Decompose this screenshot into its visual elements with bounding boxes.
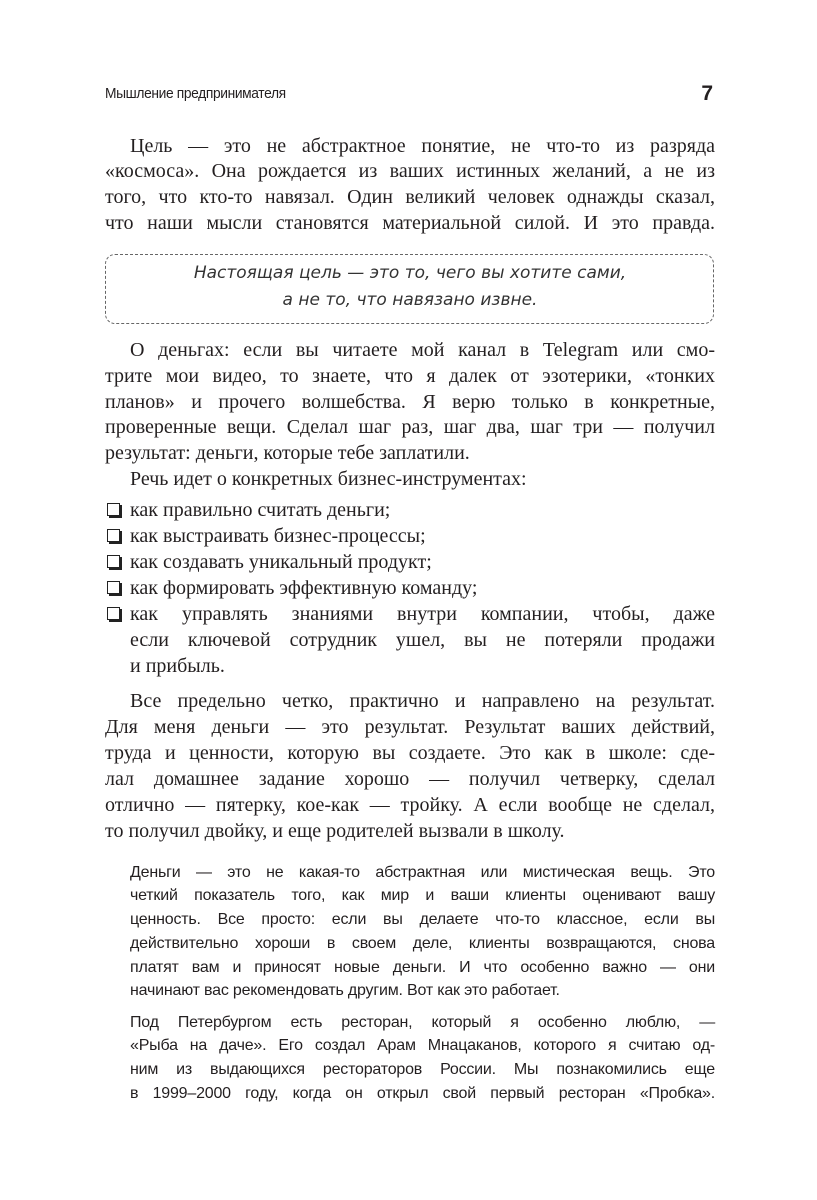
list-item: как управлять знаниями внутри компании, чтобы, даже [130,603,715,625]
checkbox-icon [107,581,120,594]
list-item: как создавать уникальный продукт; [130,551,432,573]
text-line: действительно хороши в своем деле, клиенты возвращаются, снова [130,935,715,952]
text-line: в 1999–2000 году, когда он открыл свой первый ресторан «Пробка». [130,1085,715,1102]
text-line: Все предельно четко, практично и направлено на результат. [130,690,715,712]
list-item: как формировать эффективную команду; [130,577,478,599]
text-line: четкий показатель того, как мир и ваши клиенты оценивают вашу [130,887,715,904]
text-line: того, что кто-то навязал. Один великий человек однажды сказал, [105,186,715,208]
text-line: проверенные вещи. Сделал шаг раз, шаг два, шаг три — получил [105,416,715,438]
text-line: Деньги — это не какая-то абстрактная или мистическая вещь. Это [130,864,715,881]
list-intro: Речь идет о конкретных бизнес-инструментах: [130,468,527,490]
list-item-continued: и прибыль. [130,655,225,677]
list-item: как правильно считать деньги; [130,499,391,521]
text-line: Цель — это не абстрактное понятие, не что-то из разряда [130,135,715,157]
text-line: отлично — пятерку, кое-как — тройку. А если вообще не сделал, [105,794,715,816]
text-line: лал домашнее задание хорошо — получил четверку, сделал [105,768,715,790]
text-line: ним из выдающихся рестораторов России. Мы познакомились еще [130,1061,715,1078]
text-line: О деньгах: если вы читаете мой канал в Telegram или смо- [130,339,715,361]
text-line: результат: деньги, которые тебе заплатили. [105,442,470,464]
text-line: «космоса». Она рождается из ваших истинных желаний, а не из [105,160,715,182]
text-line: платят вам и приносят новые деньги. И что особенно важно — они [130,959,715,976]
text-line: планов» и прочего волшебства. Я верю только в конкретные, [105,391,715,413]
text-line: трите мои видео, то знаете, что я далек от эзотерики, «тонких [105,365,715,387]
text-line: «Рыба на даче». Его создал Арам Мнацаканов, которого я считаю од- [130,1037,715,1054]
text-line: то получил двойку, и еще родителей вызвали в школу. [105,820,565,842]
text-line: что наши мысли становятся материальной силой. И это правда. [105,212,715,234]
text-line: ценность. Все просто: если вы делаете что-то классное, если вы [130,911,715,928]
running-header-title: Мышление предпринимателя [105,85,286,102]
list-item: как выстраивать бизнес-процессы; [130,525,426,547]
callout-line: а не то, что навязано извне. [282,290,538,310]
text-line: труда и ценности, которую вы создаете. Это как в школе: сде- [105,742,715,764]
text-line: начинают вас рекомендовать другим. Вот как это работает. [130,982,560,999]
text-line: Для меня деньги — это результат. Результат ваших действий, [105,716,715,738]
page-number: 7 [701,82,713,105]
text-line: Под Петербургом есть ресторан, который я особенно люблю, — [130,1014,715,1031]
callout-line: Настоящая цель — это то, чего вы хотите сами, [193,263,627,283]
checkbox-icon [107,503,120,516]
checkbox-icon [107,529,120,542]
checkbox-icon [107,607,120,620]
list-item-continued: если ключевой сотрудник ушел, вы не потеряли продажи [130,629,715,651]
checkbox-icon [107,555,120,568]
